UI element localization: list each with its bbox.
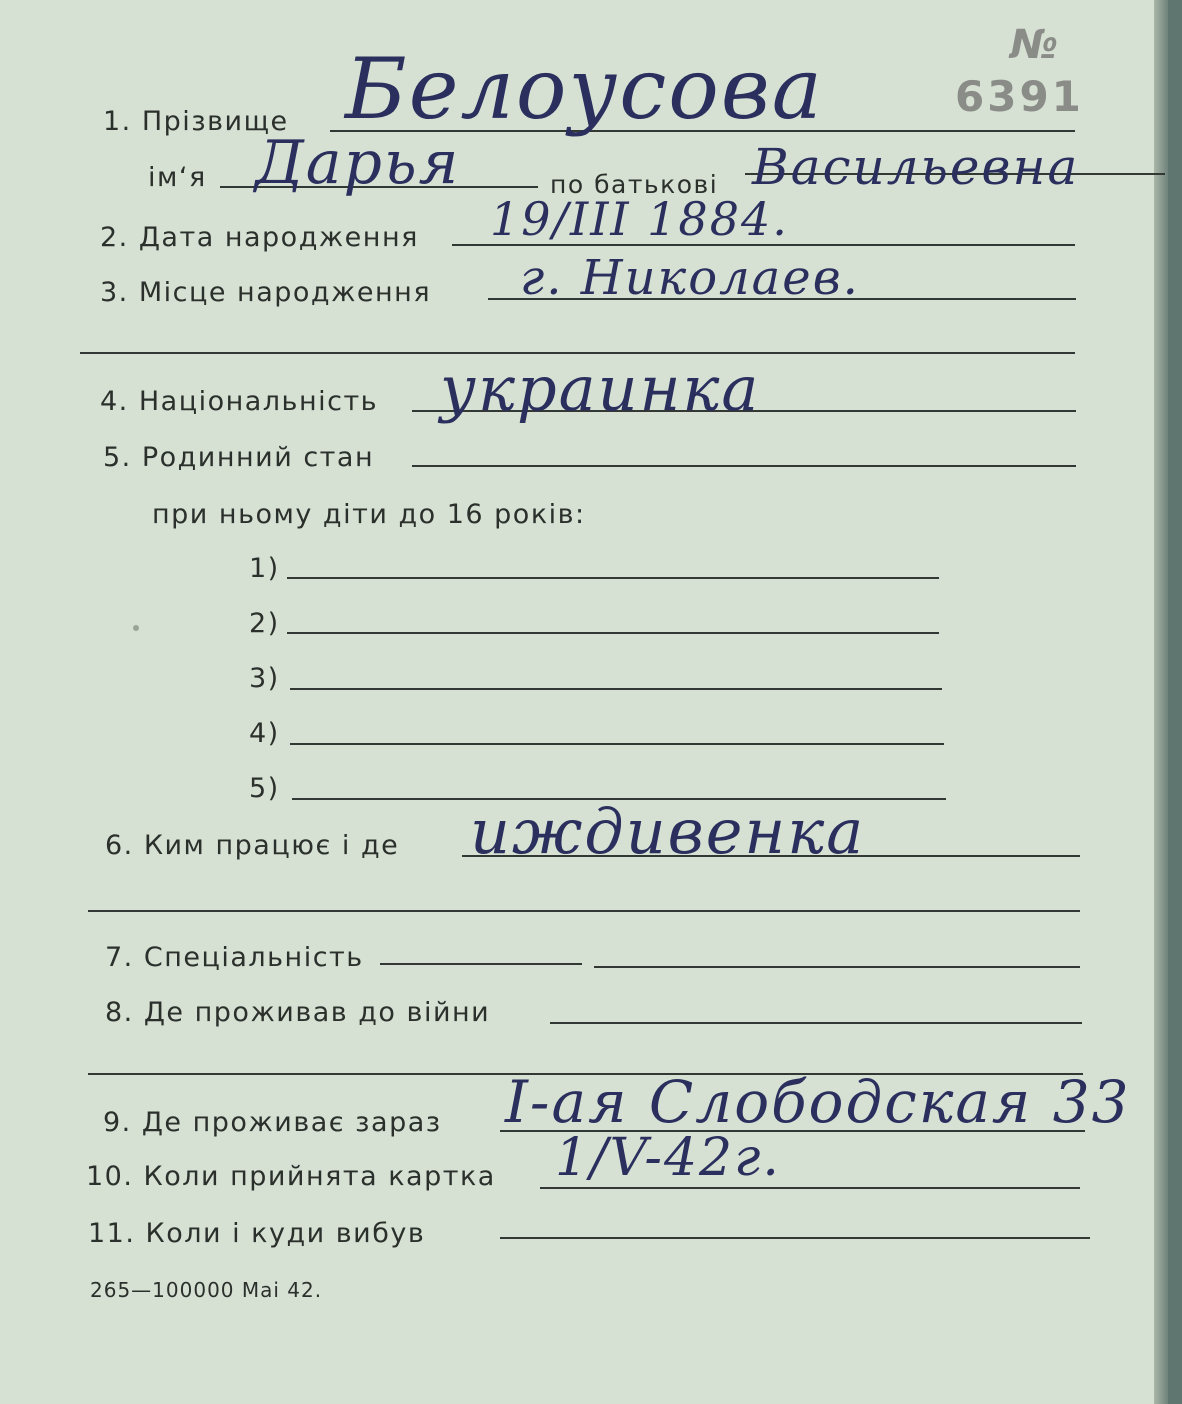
occupation-label: 6. Ким працює і де	[105, 830, 400, 861]
card-accepted-value: 1/V-42г.	[555, 1128, 781, 1188]
patronymic-label: по батькові	[550, 170, 719, 199]
patronymic-value: Васильевна	[752, 138, 1080, 196]
marital-status-label: 5. Родинний стан	[103, 442, 375, 473]
child-slot-1: 1)	[249, 553, 280, 584]
nationality-value: украинка	[440, 352, 761, 425]
current-residence-value: I-ая Слободская 33	[505, 1068, 1131, 1136]
specialty-line-2	[594, 966, 1080, 968]
child-line-2	[287, 632, 939, 634]
first-name-label: ім‘я	[148, 162, 207, 193]
marital-status-line	[412, 465, 1076, 467]
children-label: при ньому діти до 16 років:	[152, 499, 586, 530]
specialty-label: 7. Спеціальність	[105, 942, 364, 973]
birth-date-value: 19/III 1884.	[490, 192, 789, 246]
surname-value: Белоусова	[345, 40, 824, 138]
card-number-prefix: №	[1010, 22, 1059, 68]
current-residence-label: 9. Де проживає зараз	[103, 1107, 442, 1138]
surname-label: 1. Прізвище	[103, 106, 289, 137]
specialty-line	[380, 963, 582, 965]
card-number: 6391	[955, 72, 1084, 121]
departure-line	[500, 1237, 1090, 1239]
birth-date-label: 2. Дата народження	[100, 222, 419, 253]
occupation-value: иждивенка	[470, 795, 866, 868]
card-accepted-label: 10. Коли прийнята картка	[86, 1161, 496, 1192]
departure-label: 11. Коли і куди вибув	[88, 1218, 426, 1249]
nationality-label: 4. Національність	[100, 386, 379, 417]
card-edge	[1154, 0, 1168, 1404]
paper-blemish	[133, 625, 139, 631]
prewar-residence-label: 8. Де проживав до війни	[105, 997, 491, 1028]
child-slot-3: 3)	[249, 663, 280, 694]
child-slot-2: 2)	[249, 608, 280, 639]
child-line-1	[287, 577, 939, 579]
child-line-4	[290, 743, 944, 745]
occupation-line-2	[88, 910, 1080, 912]
prewar-residence-line	[550, 1022, 1082, 1024]
child-slot-4: 4)	[249, 718, 280, 749]
birth-place-label: 3. Місце народження	[100, 277, 432, 308]
first-name-value: Дарья	[255, 128, 461, 198]
child-slot-5: 5)	[249, 773, 280, 804]
child-line-3	[290, 688, 942, 690]
print-run-footer: 265—100000 Mai 42.	[90, 1278, 323, 1302]
birth-place-value: г. Николаев.	[520, 250, 860, 306]
